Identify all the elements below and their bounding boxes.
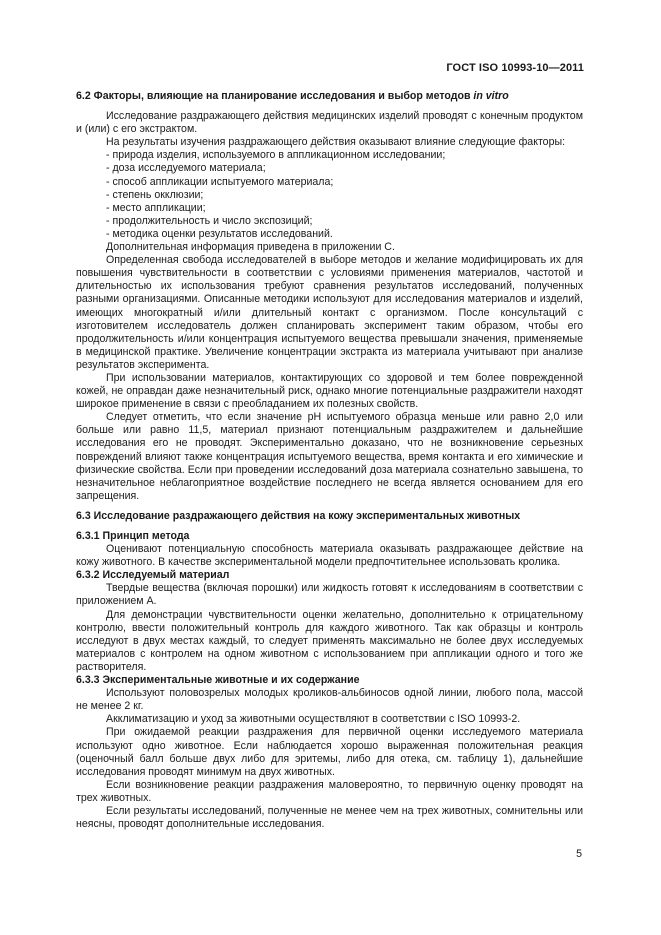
list-item: - природа изделия, используемого в аппликационном исследовании; [106, 149, 446, 162]
paragraph: На результаты изучения раздражающего действия оказывают влияние следующие факторы: [106, 136, 566, 149]
paragraph: Для демонстрации чувствительности оценки желательно, дополнительно к отрицательному контролю, ввести положительный контроль для каждого животного. Так как образцы и контроль исследуют в двух местах каждый, то следует применять максимально не более двух исследуемых материалов с контролем на одном животном с использованием при аппликации одного и того же растворителя. [76, 608, 583, 673]
subsection-6-3-1-heading: 6.3.1 Принцип метода [76, 530, 190, 542]
paragraph: Оценивают потенциальную способность материала оказывать раздражающее действие на кожу животного. В качестве экспериментальной модели предпочтительнее использовать кролика. [76, 543, 583, 569]
paragraph: Дополнительная информация приведена в приложении С. [106, 241, 395, 254]
section-6-2-heading [76, 90, 583, 103]
paragraph: Исследование раздражающего действия медицинских изделий проводят с конечным продуктом и (или) с его экстрактом. [76, 110, 583, 136]
paragraph: Акклиматизацию и уход за животными осуществляют в соответствии с ISO 10993-2. [106, 713, 521, 726]
paragraph: Если результаты исследований, полученные не менее чем на трех животных, сомнительны или неясны, проводят дополнительные исследования. [76, 804, 583, 831]
document-body [76, 90, 583, 831]
paragraph: Используют половозрелых молодых кроликов-альбиносов одной линии, любого пола, массой не менее 2 кг. [76, 687, 583, 713]
page-number: 5 [576, 848, 582, 860]
section-6-2-title-italic: in vitro [473, 90, 509, 102]
paragraph: Твердые вещества (включая порошки) или жидкость готовят к исследованиям в соответствии с приложением А. [76, 582, 583, 608]
list-item: - степень окклюзии; [106, 188, 204, 201]
section-6-2-title: 6.2 Факторы, влияющие на планирование исследования и выбор методов [76, 90, 474, 102]
subsection-6-3-3-heading: 6.3.3 Экспериментальные животные и их содержание [76, 674, 360, 687]
paragraph: Если возникновение реакции раздражения маловероятно, то первичную оценку проводят на трех животных. [76, 778, 583, 804]
subsection-6-3-2-heading: 6.3.2 Исследуемый материал [76, 569, 230, 582]
paragraph: При ожидаемой реакции раздражения для первичной оценки исследуемого материала используют одно животное. Если наблюдается хорошо выраженная положительная реакция (оценочный балл больше двух либо для эритемы, либо для отека, см. таблицу 1), дальнейшие исследования проводят минимум на двух животных. [76, 726, 583, 778]
list-item: - доза исследуемого материала; [106, 162, 266, 175]
paragraph: При использовании материалов, контактирующих со здоровой и тем более поврежденной кожей, не оправдан даже незначительный риск, однако многие потенциальные раздражители находят широкое применение в связи с преобладанием их полезных свойств. [76, 371, 583, 411]
list-item: - методика оценки результатов исследований. [106, 227, 333, 240]
section-6-3-heading: 6.3 Исследование раздражающего действия на кожу экспериментальных животных [76, 509, 521, 522]
list-item: - продолжительность и число экспозиций; [106, 214, 313, 227]
list-item: - место аппликации; [106, 201, 206, 214]
paragraph: Следует отметить, что если значение pH испытуемого образца меньше или равно 2,0 или больше или равно 11,5, материал признают потенциальным раздражителем и дальнейшие исследования его не проводят. Экспериментально доказано, что не возникновение серьезных повреждений влияют также концентрация испытуемого вещества, время контакта и его химические и физические свойства. Если при проведении исследований доза материала сознательно завышена, то незначительное неблагоприятное воздействие последнего не всегда является основанием для его запрещения. [76, 411, 583, 502]
document-header: ГОСТ ISO 10993-10—2011 [446, 62, 584, 74]
list-item: - способ аппликации испытуемого материала; [106, 175, 334, 188]
paragraph: Определенная свобода исследователей в выборе методов и желание модифицировать их для повышения чувствительности в соответствии с условиями применения материалов, частотой и длительностью их использования требуют сравнения результатов исследований, полученных разными организациями. Описанные методики используют для исследования материалов и изделий, имеющих многократный и/или длительный контакт с организмом. После консультаций с изготовителем исследователь должен спланировать эксперимент таким образом, чтобы его продолжительность и/или концентрация испытуемого вещества превышали значения, применяемые в медицинской практике. Увеличение концентрации экстракта из материала учитывают при анализе результатов эксперимента. [76, 254, 583, 371]
factors-list [76, 149, 583, 241]
